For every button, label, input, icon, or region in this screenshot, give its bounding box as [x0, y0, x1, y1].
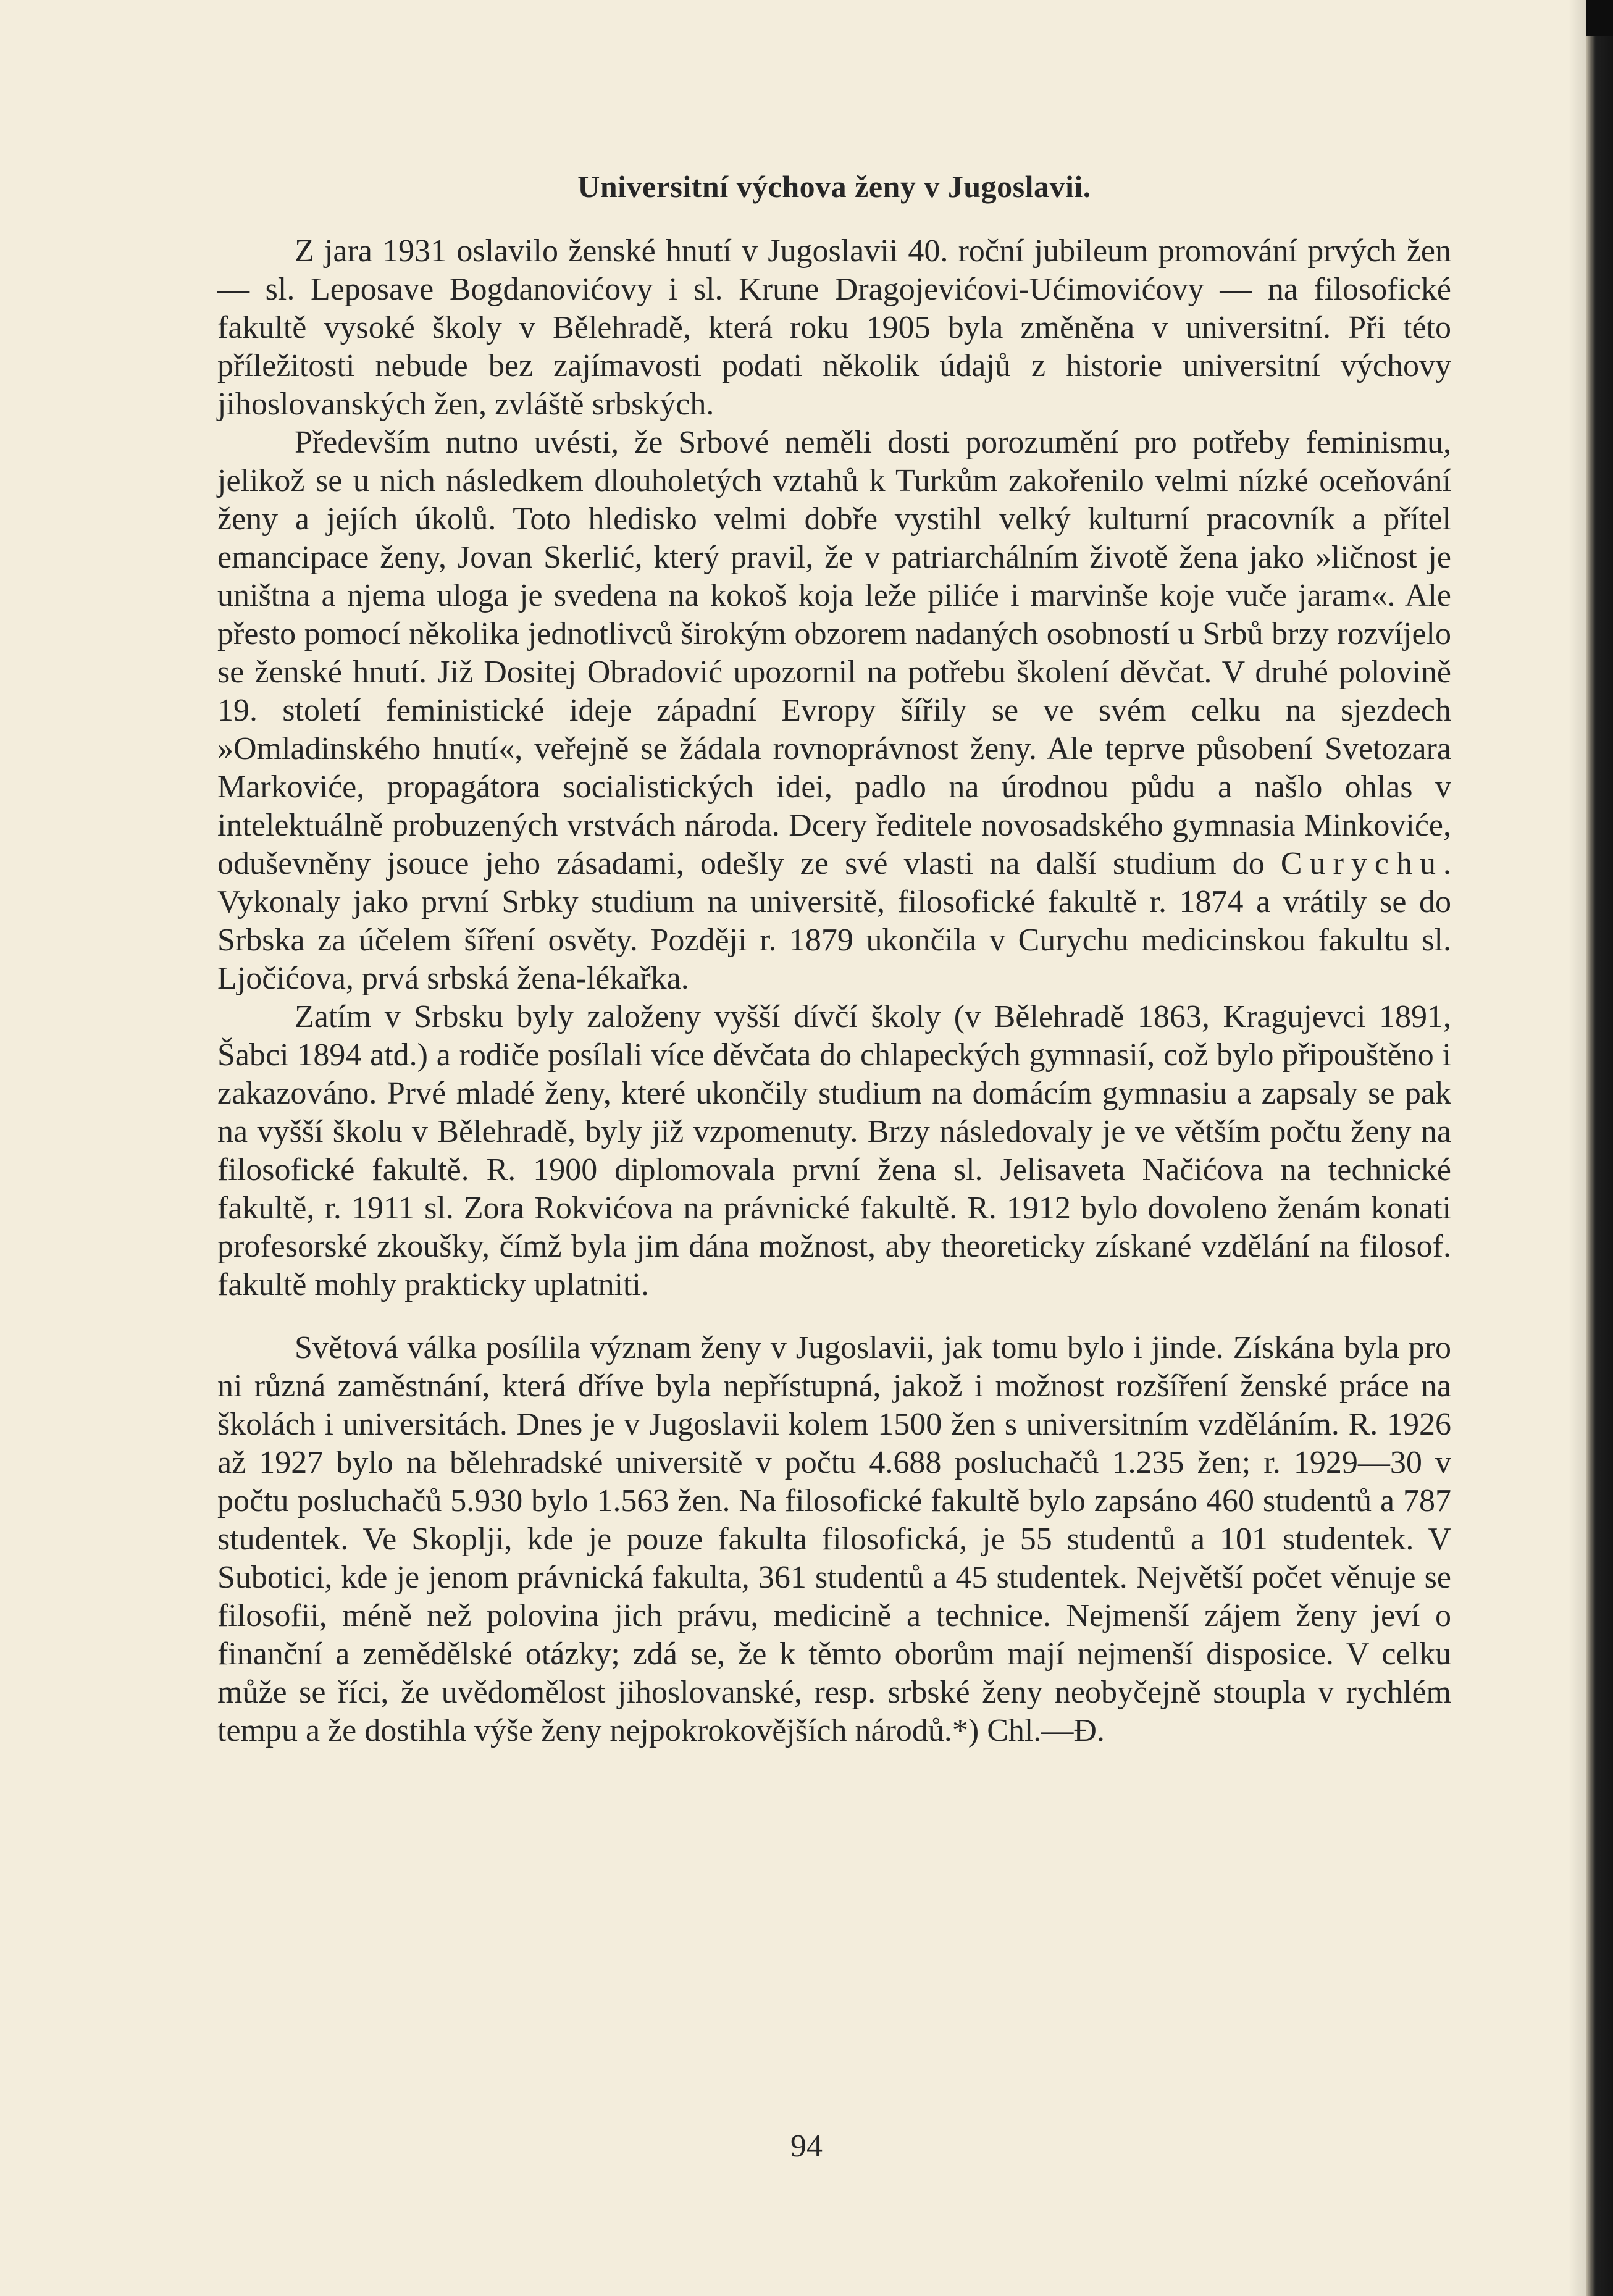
article — [217, 167, 1451, 1750]
page-number: 94 — [790, 2129, 823, 2164]
paragraph-text: Zatím v Srbsku byly založeny vyšší dívčí školy (v Bělehradě 1863, Kragujevci 1891, Šabci 1894 atd.) a rodiče posílali více děvčata do chlapeckých gymnasií, což bylo připouštěno i zakazováno. Prvé mladé ženy, které ukončily studium na domácím gymnasiu a zapsaly se pak na vyšší školu v Bělehradě, byly již vzpomenuty. Brzy následovaly je ve větším počtu ženy na filosofické fakultě. R. 1900 diplomovala první žena sl. Jelisaveta Načićova na technické fakultě, r. 1911 sl. Zora Rokvićova na právnické fakultě. R. 1912 bylo dovoleno ženám konati profesorské zkoušky, čímž byla jim dána možnost, aby theoreticky získané vzdělání na filosof. fakultě mohly prakticky uplatniti. — [217, 999, 1451, 1302]
paragraph-intro — [217, 232, 1451, 424]
spaced-word-curych: Curychu — [1280, 846, 1443, 881]
paragraph-statistics — [217, 1329, 1451, 1750]
book-binding-edge — [1586, 0, 1613, 2296]
paragraph-text: Především nutno uvésti, že Srbové neměli dosti porozumění pro potřeby feminismu, jelikož se u nich následkem dlouholetých vztahů k Turkům zakořenilo velmi nízké oceňování ženy a jejích úkolů. Toto hledisko velmi dobře vystihl velký kulturní pracovník a přítel emancipace ženy, Jovan Skerlić, který pravil, že v patriarchálním životě žena jako »ličnost je uništna a njema uloga je svedena na kokoš koja leže piliće i marvinše koje vuče jaram«. Ale přesto pomocí několika jednotlivců širokým obzorem nadaných osobností u Srbů brzy rozvíjelo se ženské hnutí. Již Dositej Obradović upozornil na potřebu školení děvčat. V druhé polovině 19. století feministické ideje západní Evropy šířily se ve svém celku na sjezdech »Omladinského hnutí«, veřejně se žádala rovnoprávnost ženy. Ale teprve působení Svetozara Markoviće, propagátora socialistických idei, padlo na úrodnou půdu a našlo ohlas v intelektuálně probuzených vrstvách národa. Dcery ředitele novosadského gymnasia Minkoviće, oduševněny jsouce jeho zásadami, odešly ze své vlasti na další studium do — [217, 425, 1451, 881]
paragraph-history — [217, 424, 1451, 998]
paragraph-text: Z jara 1931 oslavilo ženské hnutí v Jugoslavii 40. roční jubileum promování prvých žen — sl. Leposave Bogdanovićovy i sl. Krune Dragojevićovi-Ućimovićovy — na filosofické fakultě vysoké školy v Bělehradě, která roku 1905 byla změněna v universitní. Při této příležitosti nebude bez zajímavosti podati několik údajů z historie universitní výchovy jihoslovanských žen, zvláště srbských. — [217, 233, 1451, 422]
paragraph-text: . Vykonaly jako první Srbky studium na universitě, filosofické fakultě r. 1874 a vrátily se do Srbska za účelem šíření osvěty. Později r. 1879 ukončila v Curychu medicinskou fakultu sl. Ljočićova, prvá srbská žena-lékařka. — [217, 846, 1451, 996]
article-title: Universitní výchova ženy v Jugoslavii. — [577, 169, 1091, 204]
binding-corner — [1586, 0, 1613, 36]
paragraph-text: Světová válka posílila význam ženy v Jugoslavii, jak tomu bylo i jinde. Získána byla pro ni různá zaměstnání, která dříve byla nepřístupná, jakož i možnost rozšíření ženské práce na školách i universitách. Dnes je v Jugoslavii kolem 1500 žen s universitním vzděláním. R. 1926 až 1927 bylo na bělehradské universitě v počtu 4.688 posluchačů 1.235 žen; r. 1929—30 v počtu posluchačů 5.930 bylo 1.563 žen. Na filosofické fakultě bylo zapsáno 460 studentů a 787 studentek. Ve Skoplji, kde je pouze fakulta filosofická, je 55 studentů a 101 studentek. V Subotici, kde je jenom právnická fakulta, 361 studentů a 45 studentek. Největší počet věnuje se filosofii, méně než polovina jich právu, medicině a technice. Nejmenší zájem ženy jeví o finanční a zemědělské otázky; zdá se, že k těmto oborům mají nejmenší disposice. V celku může se říci, že uvědomělost jihoslovanské, resp. srbské ženy neobyčejně stoupla v rychlém tempu a že dostihla výše ženy nejpokrokovějších národů.*) Chl.—Đ. — [217, 1330, 1451, 1748]
paragraph-schools — [217, 998, 1451, 1304]
page-gutter-shadow — [1569, 0, 1586, 2296]
